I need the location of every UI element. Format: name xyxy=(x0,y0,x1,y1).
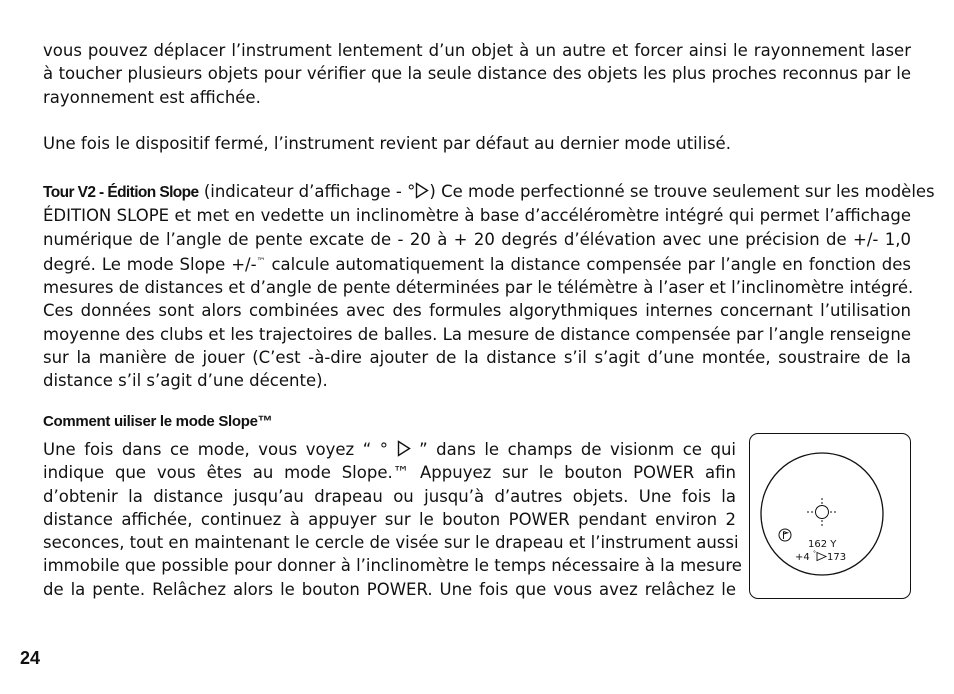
text-line xyxy=(43,438,736,461)
paragraph-how-to-use-slope xyxy=(43,438,742,601)
section-heading: Comment uiliser le mode Slope™ xyxy=(43,413,273,430)
text-line: ÉDITION SLOPE et met en vedette un inclinomètre à base d’accéléromètre intégré qui permet l’affichage xyxy=(43,206,911,226)
angle-readout: +4 xyxy=(795,552,810,563)
paragraph-default-mode xyxy=(43,132,911,155)
viewfinder-illustration xyxy=(750,434,909,597)
text-line: distance affichée, continuez à appuyer sur le bouton POWER pendant environ 2 xyxy=(43,509,736,529)
compensated-distance-readout: 173 xyxy=(827,552,847,563)
text-fragment: calcule automatiquement la distance compensée par l’angle en fonction des xyxy=(265,254,912,274)
text-line xyxy=(43,180,935,204)
text-line: indique que vous êtes au mode Slope.™ Appuyez sur le bouton POWER afin xyxy=(43,463,736,483)
text-fragment: degré. Le mode Slope +/- xyxy=(43,254,257,274)
text-fragment: ” dans le champs de visionm ce qui xyxy=(419,440,736,459)
text-line: Ces données sont alors combinées avec des formules algorythmiques internes concernant l’utilisation xyxy=(43,301,911,321)
text-fragment: Une fois dans ce mode, vous voyez “ ° xyxy=(43,440,389,459)
flag-icon xyxy=(779,529,791,541)
text-fragment: ) Ce mode perfectionné se trouve seulement sur les modèles xyxy=(429,182,935,201)
distance-readout: 162 Y xyxy=(808,539,837,550)
text-line: rayonnement est affichée. xyxy=(43,87,261,107)
text-line: sur la manière de jouer (C’est -à-dire ajouter de la distance s’il s’agit d’une montée, soustraire de la xyxy=(43,348,911,368)
text-line: à toucher plusieurs objets pour vérifier que la seule distance des objets les plus proches reconnus par le xyxy=(43,64,911,84)
text-line: immobile que possible pour donner à l’inclinomètre le temps nécessaire à la mesure xyxy=(43,556,742,576)
text-line: seconces, tout en maintenant le cercle de visée sur le drapeau et l’instrument aussi xyxy=(43,533,739,553)
slope-edition-heading: Tour V2 - Édition Slope xyxy=(43,184,199,201)
aiming-circle xyxy=(816,506,829,519)
page-number: 24 xyxy=(20,648,41,668)
slope-triangle-icon xyxy=(415,182,429,199)
text-line: mesures de distances et d’angle de pente déterminées par le télémètre à l’aser et l’inclinomètre intégré. xyxy=(43,278,914,298)
text-fragment: (indicateur d’affichage - ° xyxy=(203,182,416,201)
viewfinder-circle xyxy=(761,453,883,575)
text-line: distance s’il s’agit d’une décente). xyxy=(43,371,328,391)
text-line: vous pouvez déplacer l’instrument lentement d’un objet à un autre et forcer ainsi le rayonnement laser xyxy=(43,41,911,60)
trademark-symbol: ™ xyxy=(256,256,266,267)
text-line: de la pente. Relâchez alors le bouton POWER. Une fois que vous avez relâchez le xyxy=(43,579,736,599)
slope-triangle-icon xyxy=(817,553,826,561)
text-line: Une fois le dispositif fermé, l’instrument revient par défaut au dernier mode utilisé. xyxy=(43,134,731,153)
text-line xyxy=(43,251,911,276)
slope-triangle-icon xyxy=(397,440,411,457)
text-line: d’obtenir la distance jusqu’au drapeau ou jusqu’à d’autres objets. Une fois la xyxy=(43,486,736,506)
crosshair xyxy=(807,498,837,527)
text-line: moyenne des clubs et les trajectoires de balles. La mesure de distance compensée par l’angle renseigne xyxy=(43,324,911,344)
text-line: numérique de l’angle de pente excate de - 20 à + 20 degrés d’élévation avec une précision de +/- 1,0 xyxy=(43,229,911,249)
paragraph-laser-objects xyxy=(43,39,911,109)
degree-symbol: ° xyxy=(813,550,816,557)
rangefinder-display-figure xyxy=(749,433,911,599)
paragraph-slope-edition xyxy=(43,180,935,393)
